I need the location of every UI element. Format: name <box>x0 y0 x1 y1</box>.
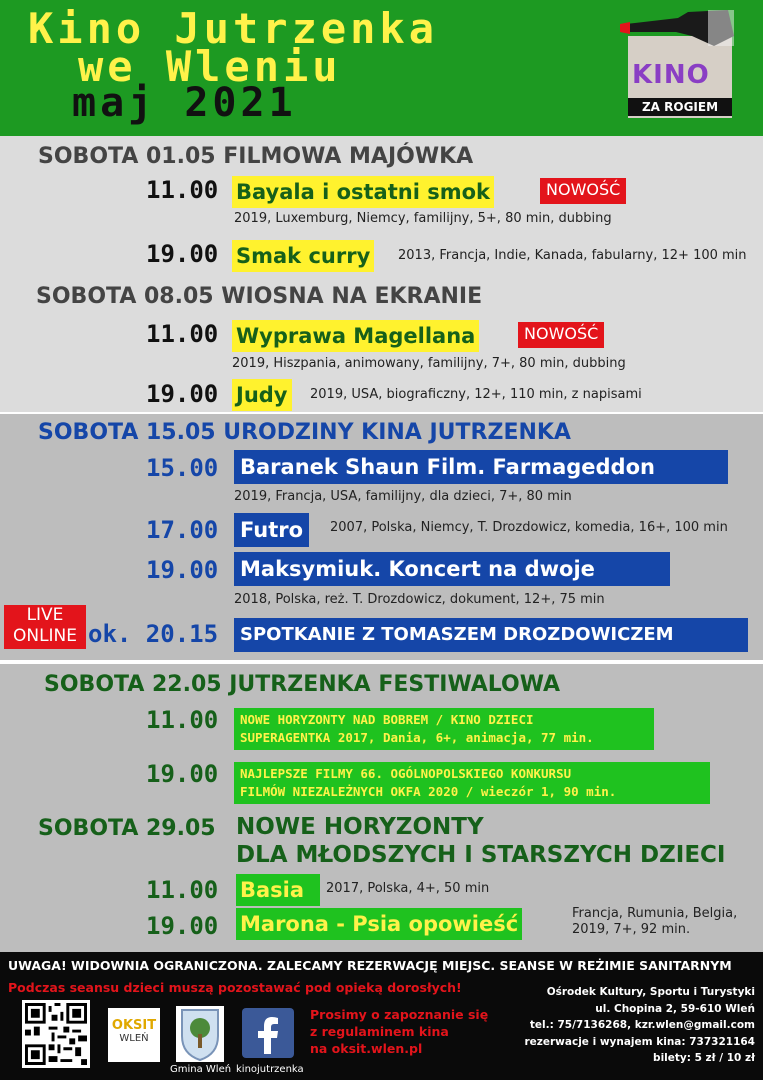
festival-block: NAJLEPSZE FILMY 66. OGÓLNOPOLSKIEGO KONKURSU FILMÓW NIEZALEŻNYCH OKFA 2020 / wieczór 1, 90 min. <box>234 762 710 804</box>
showtime: 19.00 <box>146 760 219 788</box>
event-title: SPOTKANIE Z TOMASZEM DROZDOWICZEM <box>234 618 748 652</box>
rules-note: Prosimy o zapoznanie się z regulaminem kina na oksit.wlen.pl <box>310 1007 489 1056</box>
new-badge: NOWOŚĆ <box>518 322 604 348</box>
film-info: 2019, Francja, USA, familijny, dla dzieci, 7+, 80 min <box>234 489 572 504</box>
showtime: 19.00 <box>146 912 219 940</box>
film-title: Smak curry <box>232 240 374 272</box>
day-heading: SOBOTA 29.05 <box>38 816 216 841</box>
facebook-name[interactable]: kinojutrzenka <box>236 1064 304 1075</box>
showtime: 19.00 <box>146 380 219 408</box>
film-title: Basia <box>236 874 320 906</box>
kids-warning: Podczas seansu dzieci muszą pozostawać pod opieką dorosłych! <box>8 980 462 995</box>
warning-text: UWAGA! WIDOWNIA OGRANICZONA. ZALECAMY REZERWACJĘ MIEJSC. SEANSE W REŻIMIE SANITARNYM <box>8 958 732 973</box>
gmina-crest-icon <box>176 1006 224 1062</box>
logo-za-rogiem: ZA ROGIEM <box>628 98 732 116</box>
film-title: Bayala i ostatni smok <box>232 176 494 208</box>
showtime: 11.00 <box>146 876 219 904</box>
film-info: 2013, Francja, Indie, Kanada, fabularny, 12+ 100 min <box>398 248 747 263</box>
gmina-label: Gmina Wleń <box>170 1064 232 1075</box>
film-info: 2018, Polska, reż. T. Drozdowicz, dokument, 12+, 75 min <box>234 592 605 607</box>
day-subtitle: DLA MŁODSZYCH I STARSZYCH DZIECI <box>236 842 726 868</box>
film-title: Maksymiuk. Koncert na dwoje <box>234 552 670 586</box>
film-info: 2019, Hiszpania, animowany, familijny, 7+, 80 min, dubbing <box>232 356 626 371</box>
contact-info: Ośrodek Kultury, Sportu i Turystyki ul. Chopina 2, 59-610 Wleń tel.: 75/7136268, kzr.wlen@gmail.com rezerwacje i wynajem kina: 737321164 bilety: 5 zł / 10 zł <box>524 986 755 1064</box>
day-subtitle: NOWE HORYZONTY <box>236 814 484 840</box>
film-info: 2007, Polska, Niemcy, T. Drozdowicz, komedia, 16+, 100 min <box>330 520 728 535</box>
festival-block: NOWE HORYZONTY NAD BOBREM / KINO DZIECI SUPERAGENTKA 2017, Dania, 6+, animacja, 77 min. <box>234 708 654 750</box>
facebook-icon[interactable] <box>242 1008 294 1058</box>
day-heading: SOBOTA 15.05 URODZINY KINA JUTRZENKA <box>38 420 571 445</box>
showtime: ok. 20.15 <box>88 620 219 648</box>
title-line-1: Kino Jutrzenka <box>28 4 439 53</box>
logo-kino-text: KINO <box>632 60 710 90</box>
showtime: 19.00 <box>146 556 219 584</box>
kino-za-rogiem-logo <box>618 6 738 124</box>
live-online-badge: LIVE ONLINE <box>4 605 86 649</box>
film-title: Wyprawa Magellana <box>232 320 479 352</box>
showtime: 11.00 <box>146 320 219 348</box>
film-title: Futro <box>234 513 309 547</box>
film-info: 2019, USA, biograficzny, 12+, 110 min, z napisami <box>310 387 642 402</box>
showtime: 11.00 <box>146 706 219 734</box>
film-title: Judy <box>232 379 292 411</box>
title-line-2: we Wleniu <box>78 42 342 91</box>
film-title: Marona - Psia opowieść <box>236 908 522 940</box>
oksit-logo: OKSIT WLEŃ <box>108 1008 160 1062</box>
new-badge: NOWOŚĆ <box>540 178 626 204</box>
day-heading: SOBOTA 01.05 FILMOWA MAJÓWKA <box>38 144 474 169</box>
film-info: Francja, Rumunia, Belgia, <box>572 906 738 921</box>
day-heading: SOBOTA 22.05 JUTRZENKA FESTIWALOWA <box>44 672 561 697</box>
day-heading: SOBOTA 08.05 WIOSNA NA EKRANIE <box>36 284 483 309</box>
showtime: 15.00 <box>146 454 219 482</box>
showtime: 17.00 <box>146 516 219 544</box>
film-info: 2019, 7+, 92 min. <box>572 922 691 937</box>
film-title: Baranek Shaun Film. Farmageddon <box>234 450 728 484</box>
title-line-3: maj 2021 <box>72 80 297 126</box>
showtime: 19.00 <box>146 240 219 268</box>
film-info: 2019, Luxemburg, Niemcy, familijny, 5+, 80 min, dubbing <box>234 211 612 226</box>
showtime: 11.00 <box>146 176 219 204</box>
film-info: 2017, Polska, 4+, 50 min <box>326 881 490 896</box>
qr-code-icon <box>22 1000 90 1068</box>
